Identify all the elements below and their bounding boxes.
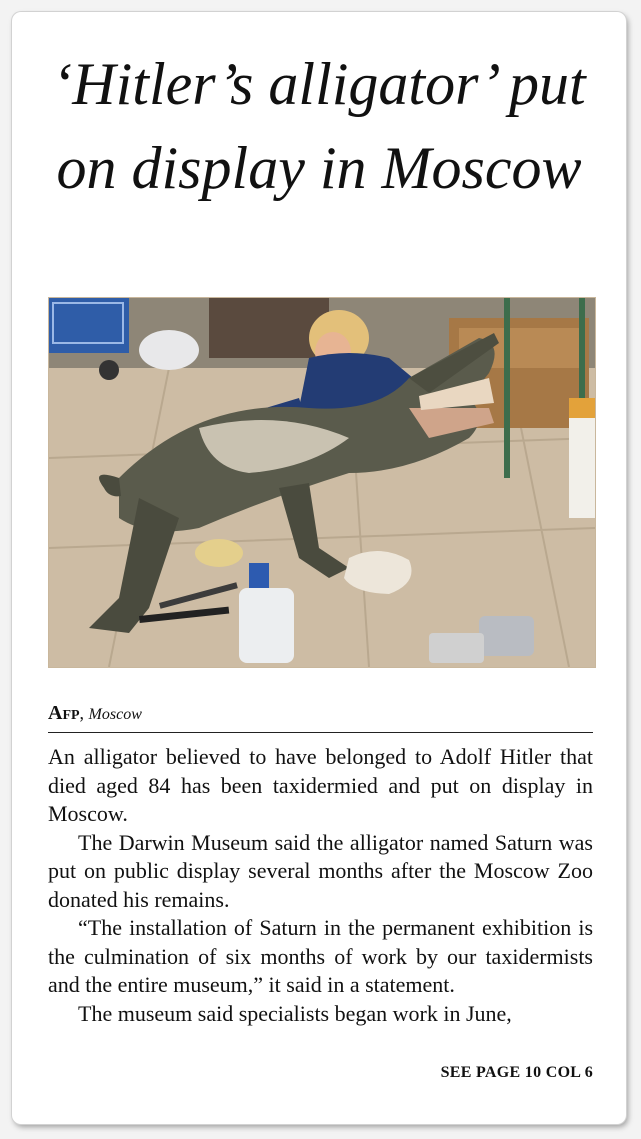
article-card [12, 12, 626, 1124]
headline: ‘Hitler’s alligator’ put on display in Moscow [52, 51, 586, 201]
byline-location: Moscow [88, 706, 142, 723]
continuation-line: SEE PAGE 10 COL 6 [440, 1064, 593, 1081]
article-body [48, 743, 593, 1028]
paragraph-1: An alligator believed to have belonged to Adolf Hitler that died aged 84 has been taxidermied and put on display in Moscow. [48, 744, 593, 826]
byline [48, 702, 142, 725]
paragraph-2: The Darwin Museum said the alligator named Saturn was put on public display several months after the Moscow Zoo donated his remains. [48, 829, 593, 912]
byline-separator: , [79, 703, 89, 723]
alligator-taxidermy-photo [49, 298, 595, 667]
paragraph-4: The museum said specialists began work in June, [78, 1000, 512, 1026]
paragraph-3: “The installation of Saturn in the permanent exhibition is the culmination of six months of work by our taxidermists and the entire museum,” it said in a statement. [48, 915, 593, 997]
byline-agency: Afp [48, 702, 80, 724]
byline-divider [48, 732, 593, 733]
article-photo [48, 297, 596, 668]
